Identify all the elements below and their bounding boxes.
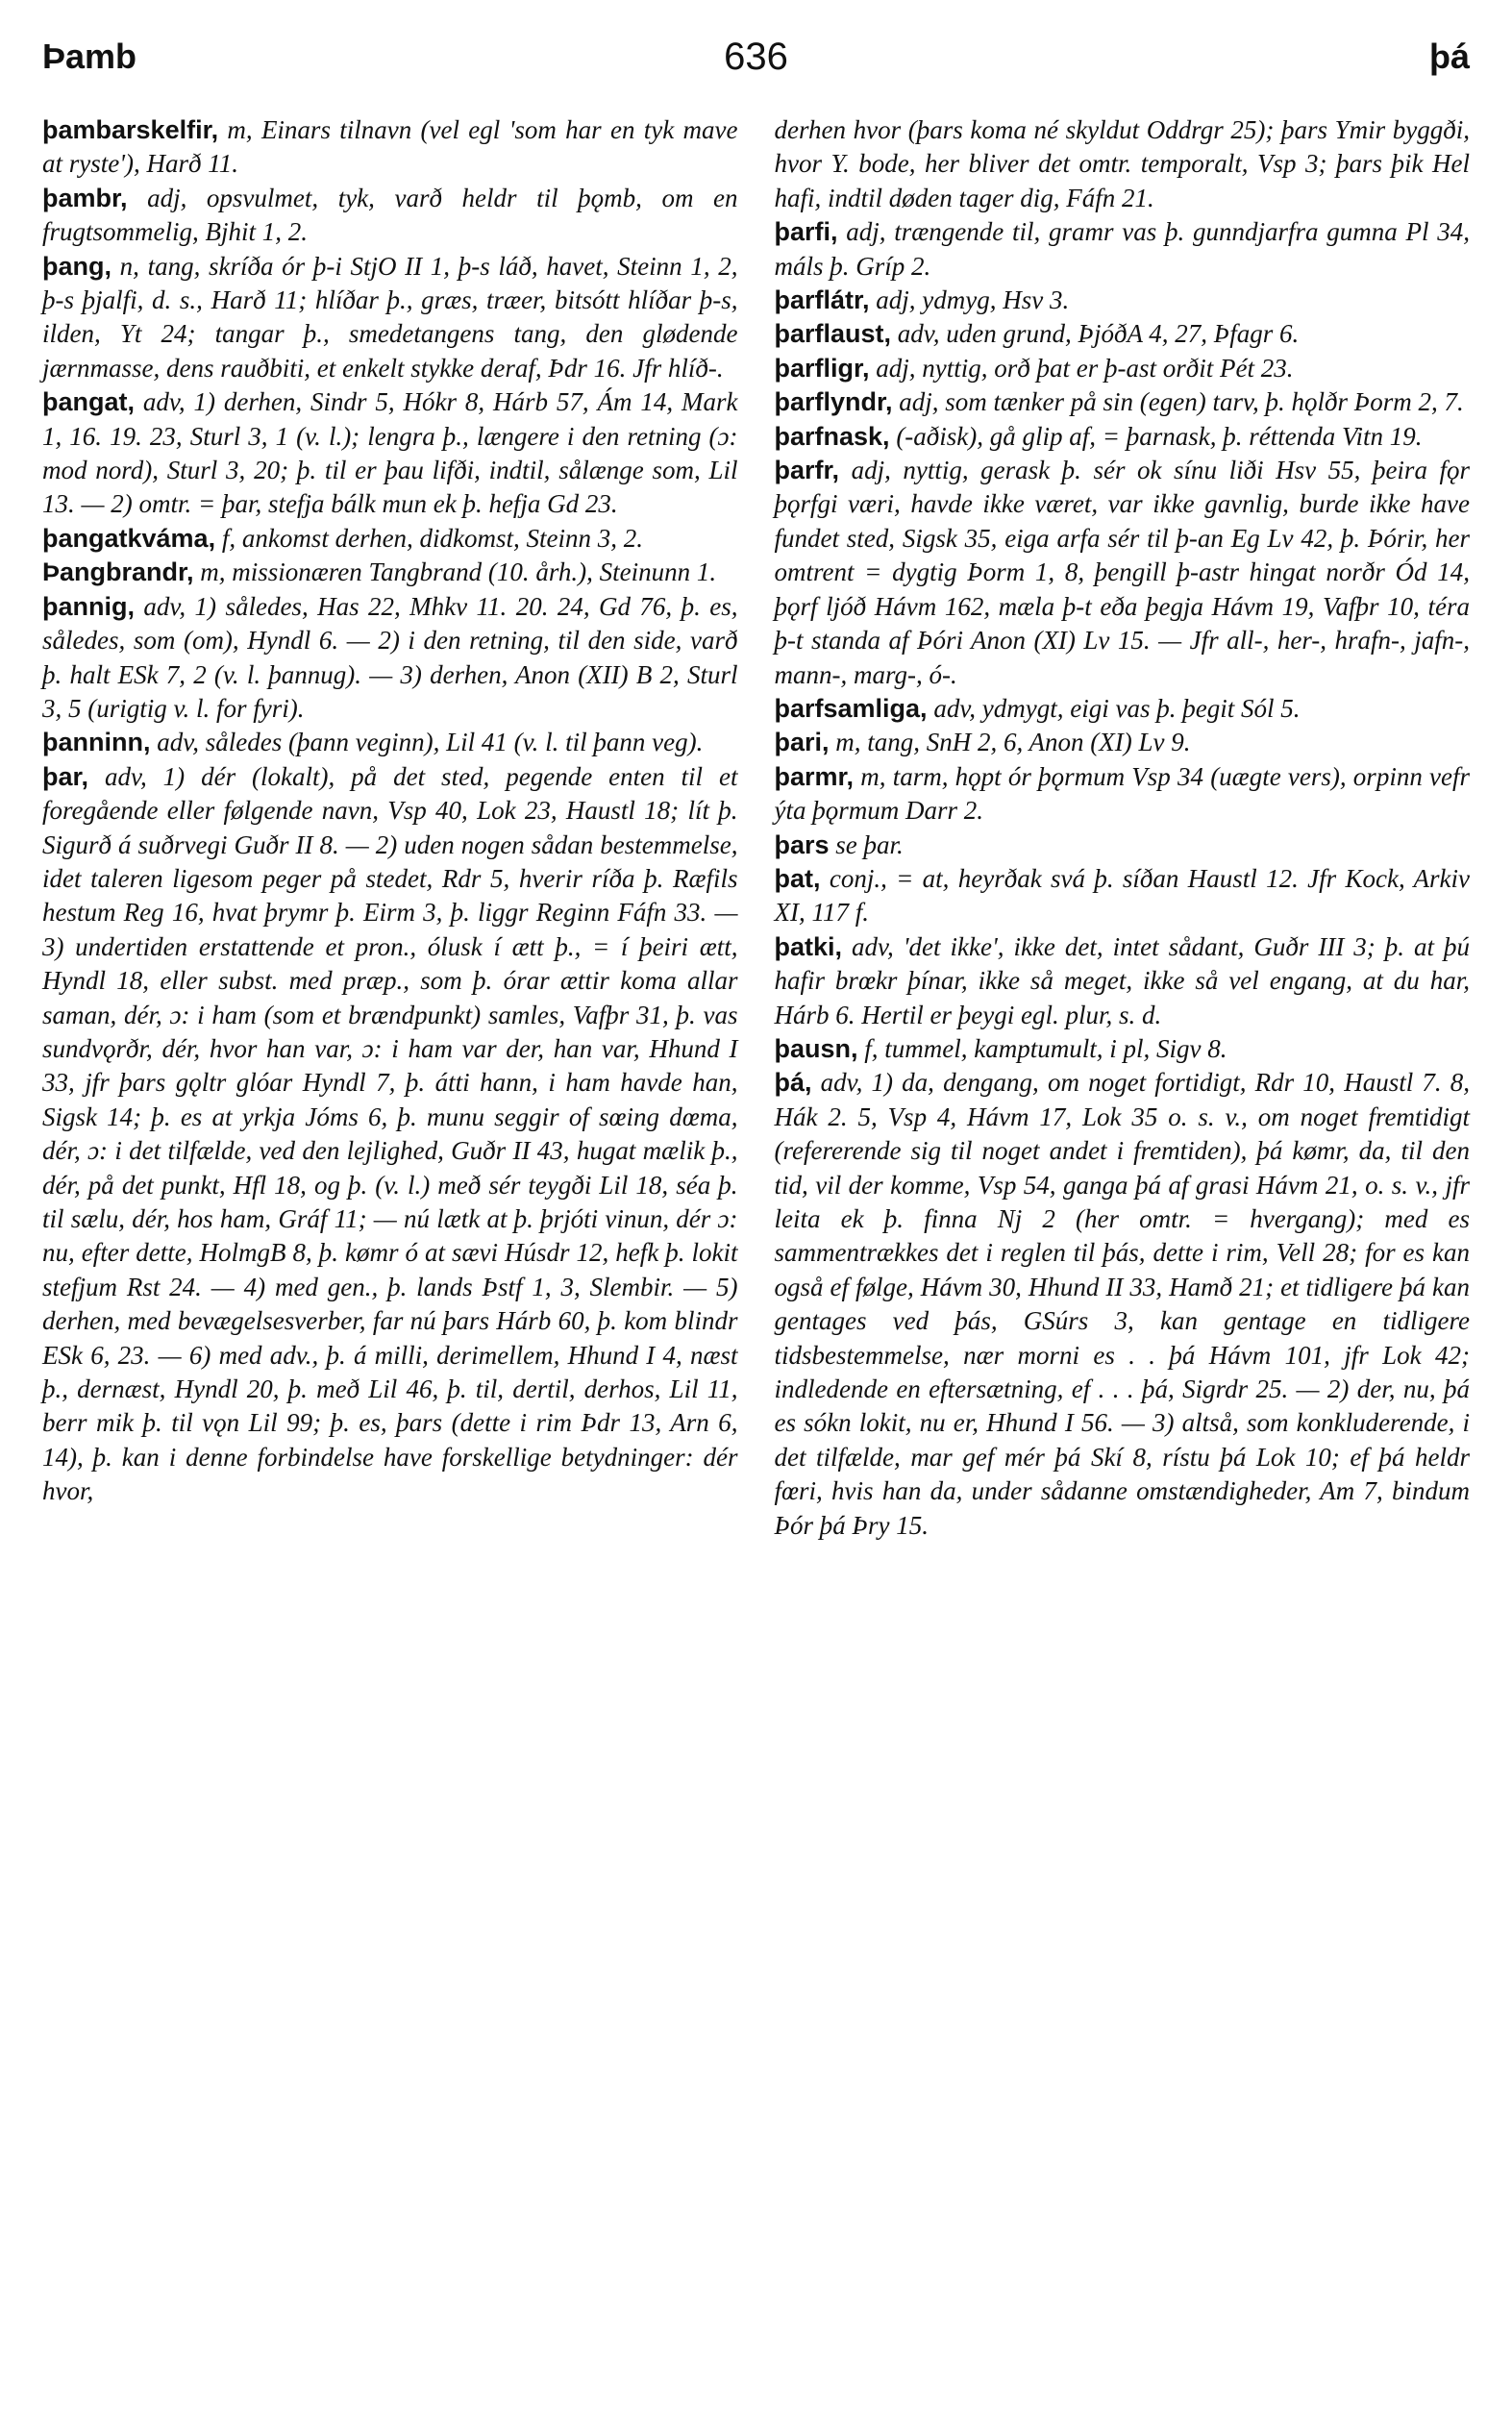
dictionary-entry xyxy=(775,1066,1471,1543)
running-head-right: þá xyxy=(1428,37,1470,76)
entry-headword: þanninn, xyxy=(42,728,151,757)
entry-definition: (-aðisk), gå glip af, = þarnask, þ. réttenda Vitn 19. xyxy=(889,421,1423,451)
entry-definition: adv, 1) således, Has 22, Mhkv 11. 20. 24, Gd 76, þ. es, således, som (om), Hyndl 6. — 2) i den retning, til den side, varð þ. halt ESk 7, 2 (v. l. þannug). — 3) derhen, Anon (XII) B 2, Sturl 3, 5 (urigtig v. l. for fyri). xyxy=(42,591,738,723)
dictionary-entry xyxy=(42,182,738,250)
entry-headword: þarmr, xyxy=(774,761,855,791)
dictionary-entry xyxy=(42,522,738,556)
entry-headword: þarflyndr, xyxy=(774,387,893,417)
entry-headword: þat, xyxy=(774,863,821,893)
entry-headword: þarfr, xyxy=(774,456,840,485)
entry-headword: þarfi, xyxy=(774,217,838,247)
entry-definition: adv, 1) dér (lokalt), på det sted, pegende enten til et foregående eller følgende navn, Vsp 40, Lok 23, Haustl 18; lít þ. Sigurð á suðrvegi Guðr II 8. — 2) uden nogen sådan bestemmelse, idet taleren ligesom peger på stedet, Rdr 5, hverir ríða þ. Ræfils hestum Reg 16, hvat þrymr þ. Eirm 3, þ. liggr Reginn Fáfn 33. — 3) undertiden erstattende et pron., ólusk í ætt þ., = í þeiri ætt, Hyndl 18, eller subst. med præp., som þ. órar ættir koma allar saman, dér, ɔ: i ham (som et brændpunkt) samles, Vafþr 31, þ. vas sundvǫrðr, dér, hvor han var, ɔ: i ham var der, han var, Hhund I 33, jfr þars gǫltr glóar Hyndl 7, þ. átti hann, i ham havde han, Sigsk 14; þ. es at yrkja Jóms 6, þ. munu seggir of sœing dœma, dér, ɔ: i det tilfælde, ved den lejlighed, Guðr II 43, hugat mælik þ., dér, på det punkt, Hfl 18, og þ. (v. l.) með sér teygði Lil 18, séa þ. til sælu, dér, hos ham, Gráf 11; — nú lætk at þ. þrjóti vinun, dér ɔ: nu, efter dette, HolmgB 8, þ. kømr ó at sævi Húsdr 12, hefk þ. lokit stefjum Rst 24. — 4) med gen., þ. lands Þstf 1, 3, Slembir. — 5) derhen, med bevægelsesverber, far nú þars Hárb 60, þ. kom blindr ESk 6, 23. — 6) med adv., þ. á milli, derimellem, Hhund I 4, næst þ., dernæst, Hyndl 20, þ. með Lil 46, þ. til, dertil, derhos, Lil 11, berr mik þ. til vǫn Lil 99; þ. es, þars (dette i rim Þdr 13, Arn 6, 14), þ. kan i denne forbindelse have forskellige betydninger: dér hvor, xyxy=(42,761,738,1506)
entry-definition: adj, ydmyg, Hsv 3. xyxy=(869,285,1070,315)
dictionary-entry xyxy=(775,726,1471,759)
entry-definition: conj., = at, heyrðak svá þ. síðan Haustl 12. Jfr Kock, Arkiv XI, 117 f. xyxy=(774,863,1470,928)
dictionary-entry xyxy=(42,385,738,522)
dictionary-entry xyxy=(42,250,738,386)
entry-headword: þambr, xyxy=(42,183,128,212)
entry-definition: n, tang, skríða ór þ-i StjO II 1, þ-s láð, havet, Steinn 1, 2, þ-s þjalfi, d. s., Harð 11; hlíðar þ., græs, træer, bitsótt hlíðar þ-s, ilden, Yt 24; tangar þ., smedetangens tang, den glødende jærnmasse, dens rauðbiti, et enkelt stykke deraf, Þdr 16. Jfr hlíð-. xyxy=(42,251,738,383)
entry-headword: þausn, xyxy=(774,1033,858,1063)
entry-headword: þatki, xyxy=(774,931,843,961)
entry-definition: adj, nyttig, gerask þ. sér ok sínu liði Hsv 55, þeira fǫr þǫrfgi væri, havde ikke været, var ikke gavnlig, burde ikke have fundet sted, Sigsk 35, eiga arfa sér til þ-an Eg Lv 42, þ. Þórir, her omtrent = dygtig Þorm 1, 8, þengill þ-astr hingat norðr Ód 14, þǫrf ljóð Hávm 162, mæla þ-t eða þegja Hávm 19, Vafþr 10, téra þ-t standa af Þóri Anon (XI) Lv 15. — Jfr all-, her-, hrafn-, jafn-, mann-, marg-, ó-. xyxy=(774,456,1470,689)
right-column xyxy=(775,113,1471,1543)
entry-definition: adv, ydmygt, eigi vas þ. þegit Sól 5. xyxy=(927,693,1301,723)
left-column xyxy=(42,113,738,1543)
dictionary-entry xyxy=(775,284,1471,317)
entry-definition: adv, 'det ikke', ikke det, intet sådant, Guðr III 3; þ. at þú hafir brœkr þínar, ikke så meget, ikke så vel engang, at du har, Hárb 6. Hertil er þeygi egl. plur, s. d. xyxy=(774,931,1470,1029)
dictionary-entry xyxy=(775,829,1471,862)
entry-definition: adv, 1) derhen, Sindr 5, Hókr 8, Hárb 57, Ám 14, Mark 1, 16. 19. 23, Sturl 3, 1 (v. l.); lengra þ., længere i den retning (ɔ: mod nord), Sturl 3, 20; þ. til er þau lifði, indtil, sålænge som, Lil 13. — 2) omtr. = þar, stefja bálk mun ek þ. hefja Gd 23. xyxy=(42,387,738,519)
text-columns xyxy=(42,113,1470,1543)
page-number: 636 xyxy=(724,36,788,78)
page-header xyxy=(42,29,1470,85)
entry-headword: þangatkváma, xyxy=(42,523,216,553)
dictionary-entry xyxy=(42,556,738,589)
dictionary-entry xyxy=(775,930,1471,1032)
dictionary-entry xyxy=(775,420,1471,454)
entry-definition: derhen hvor (þars koma né skyldut Oddrgr 25); þars Ymir byggði, hvor Y. bode, her bliver det omtr. temporalt, Vsp 3; þars þik Hel hafi, indtil døden tager dig, Fáfn 21. xyxy=(774,115,1470,212)
entry-definition: se þar. xyxy=(829,829,904,859)
entry-headword: þangat, xyxy=(42,387,136,417)
dictionary-entry xyxy=(42,590,738,727)
dictionary-entry xyxy=(775,760,1471,829)
entry-definition: adv, uden grund, ÞjóðA 4, 27, Þfagr 6. xyxy=(891,319,1300,349)
entry-headword: þarfsamliga, xyxy=(774,693,928,723)
entry-definition: f, tummel, kamptumult, i pl, Sigv 8. xyxy=(857,1033,1227,1063)
entry-headword: Þangbrandr, xyxy=(42,557,194,587)
entry-definition: adv, således (þann veginn), Lil 41 (v. l. til þann veg). xyxy=(150,728,704,757)
dictionary-entry xyxy=(775,113,1471,215)
entry-definition: m, tang, SnH 2, 6, Anon (XI) Lv 9. xyxy=(829,728,1191,757)
dictionary-entry xyxy=(775,385,1471,419)
entry-definition: f, ankomst derhen, didkomst, Steinn 3, 2. xyxy=(215,523,644,553)
dictionary-entry xyxy=(775,352,1471,385)
entry-headword: þarflaust, xyxy=(774,319,892,349)
dictionary-entry xyxy=(42,113,738,182)
running-head-left: Þamb xyxy=(42,37,137,76)
entry-headword: þari, xyxy=(774,728,830,757)
entry-definition: adj, trængende til, gramr vas þ. gunndjarfra gumna Pl 34, máls þ. Gríp 2. xyxy=(774,217,1470,281)
dictionary-entry xyxy=(775,317,1471,351)
entry-definition: adj, nyttig, orð þat er þ-ast orðit Pét 23. xyxy=(869,353,1294,383)
entry-headword: þannig, xyxy=(42,591,135,621)
entry-headword: þar, xyxy=(42,761,89,791)
entry-definition: m, missionæren Tangbrand (10. årh.), Steinunn 1. xyxy=(193,557,717,587)
dictionary-entry xyxy=(775,862,1471,930)
entry-headword: þarfligr, xyxy=(774,353,870,383)
dictionary-entry xyxy=(775,454,1471,692)
entry-definition: adv, 1) da, dengang, om noget fortidigt, Rdr 10, Haustl 7. 8, Hák 2. 5, Vsp 4, Hávm 17, Lok 35 o. s. v., om noget fremtidigt (refererende sig til noget andet i fremtiden), þá kømr, da, til den tid, vil der komme, Vsp 54, ganga þá af grasi Hávm 21, o. s. v., jfr leita ek þ. finna Nj 2 (her omtr. = hvergang); med es sammentrækkes det i reglen til þás, dette i rim, Vell 28; for es kan også ef følge, Hávm 30, Hhund II 33, Hamð 21; et tidligere þá kan gentages ved þás, GSúrs 3, kan gentage en tidligere tidsbestemmelse, nær morni es . . þá Hávm 101, jfr Lok 42; indledende en eftersætning, ef . . . þá, Sigrdr 25. — 2) der, nu, þá es sókn lokit, nu er, Hhund I 56. — 3) altså, som konkluderende, i det tilfælde, mar gef mér þá Skí 8, rístu þá Lok 10; ef þá heldr fœri, hvis han da, under sådanne omstændigheder, Am 7, bindum Þór þá Þry 15. xyxy=(774,1068,1470,1540)
entry-headword: þambarskelfir, xyxy=(42,115,219,144)
dictionary-entry xyxy=(42,726,738,759)
entry-headword: þang, xyxy=(42,251,112,281)
dictionary-entry xyxy=(775,1032,1471,1066)
dictionary-entry xyxy=(42,760,738,1509)
dictionary-entry xyxy=(775,215,1471,284)
entry-headword: þars xyxy=(774,829,830,859)
entry-definition: m, Einars tilnavn (vel egl 'som har en tyk mave at ryste'), Harð 11. xyxy=(42,115,738,179)
dictionary-entry xyxy=(775,692,1471,726)
entry-headword: þá, xyxy=(774,1068,812,1098)
entry-definition: m, tarm, hǫpt ór þǫrmum Vsp 34 (uægte vers), orpinn vefr ýta þǫrmum Darr 2. xyxy=(774,761,1470,826)
entry-headword: þarflátr, xyxy=(774,285,870,315)
entry-definition: adj, opsvulmet, tyk, varð heldr til þǫmb, om en frugtsommelig, Bjhit 1, 2. xyxy=(42,183,738,247)
entry-definition: adj, som tænker på sin (egen) tarv, þ. hǫlðr Þorm 2, 7. xyxy=(892,387,1464,417)
entry-headword: þarfnask, xyxy=(774,421,890,451)
